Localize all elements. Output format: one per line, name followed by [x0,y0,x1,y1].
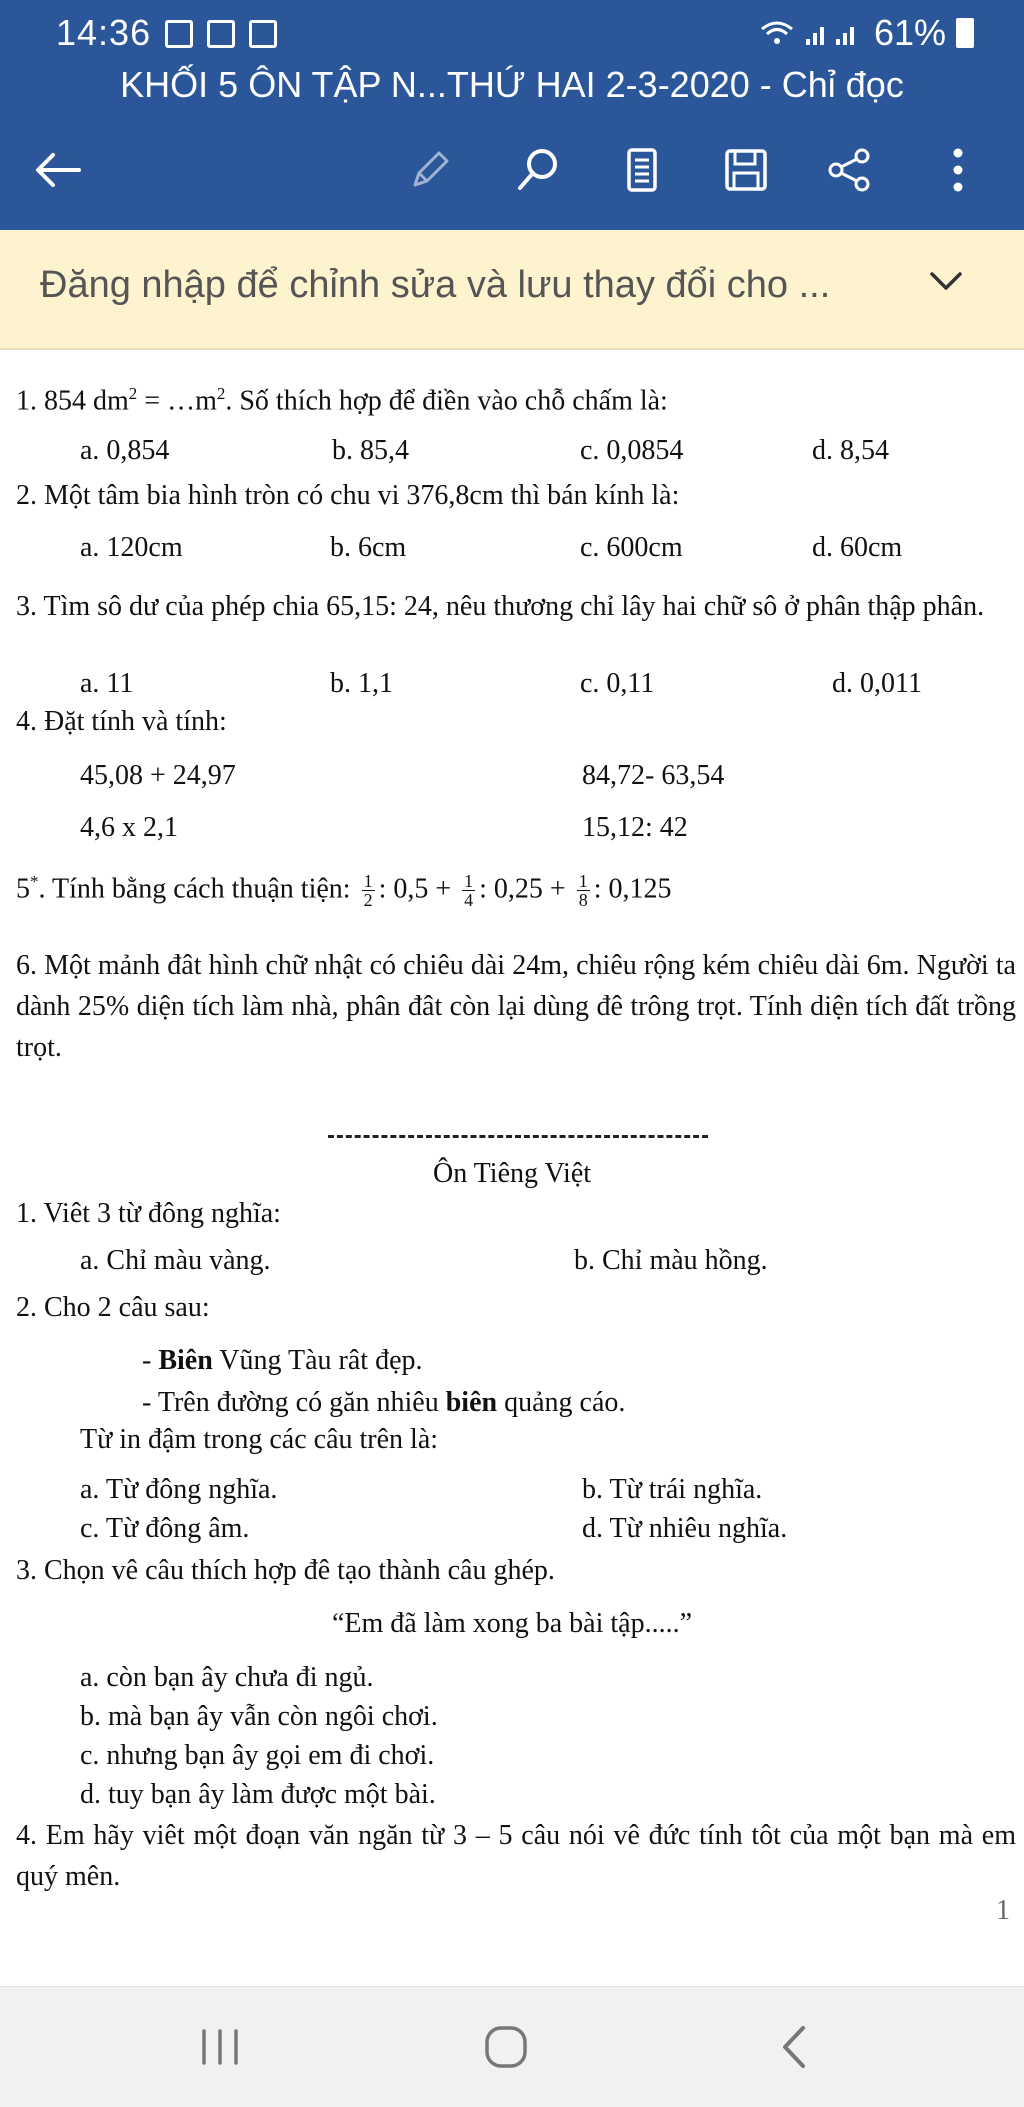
wifi-icon [760,19,794,47]
math-question-5: 5*. Tính bằng cách thuận tiện: $\frac{1}{2}$ : 0,5 + $\frac{1}{4}$ : 0,25 + $\frac{1}{8}$ : 0,125 [16,871,672,911]
option: c. 600cm [580,532,683,563]
viet-question-3: 3. Chọn vê câu thích hợp đê tạo thành câu ghép. [16,1555,555,1586]
math-question-3: 3. Tìm sô dư của phép chia 65,15: 24, nêu thương chỉ lây hai chữ sô ở phân thập phân. [16,591,985,622]
status-right [760,12,974,54]
search-icon [514,146,562,194]
calculation-item: 45,08 + 24,97 [80,760,236,791]
fraction: $\frac{1}{2}$ [363,871,373,911]
option: b. Từ trái nghĩa. [582,1474,763,1505]
signin-banner-text: Đăng nhập để chỉnh sửa và lưu thay đổi cho ... [40,264,831,306]
share-button[interactable] [820,140,880,200]
math-question-2: 2. Một tâm bia hình tròn có chu vi 376,8cm thì bán kính là: [16,480,680,511]
option: a. còn bạn ây chưa đi ngủ. [80,1662,374,1693]
edit-button[interactable] [400,140,460,200]
download-icon [207,20,235,48]
document-page [0,350,1024,1986]
option: a. 11 [80,668,134,699]
battery-icon [956,18,974,48]
option: a. Chỉ màu vàng. [80,1245,271,1276]
back-chevron-icon [779,2024,809,2070]
reading-view-button[interactable] [612,140,672,200]
viet-question-2: 2. Cho 2 câu sau: [16,1292,210,1323]
gallery-icon [165,20,193,48]
section-divider [328,1135,708,1138]
option: a. Từ đông nghĩa. [80,1474,278,1505]
more-options-button[interactable] [928,140,988,200]
option: b. 6cm [330,532,407,563]
document-title: KHỐI 5 ÔN TẬP N...THỨ HAI 2-3-2020 - Chỉ đọc [120,64,904,105]
home-button[interactable] [476,2017,536,2077]
math-question-1: 1. 854 $dm^2$ = $\dots m^2$. Số thích hợp để điền vào chỗ chấm là: [16,384,668,417]
chevron-down-icon[interactable] [928,270,964,294]
share-icon [826,146,874,194]
calculation-item: 15,12: 42 [582,812,688,843]
document-icon [625,146,659,194]
viet-question-4: 4. Em hãy viêt một đoạn văn ngăn từ 3 – 5 câu nói vê đức tính tôt của một bạn mà em quý mên. [16,1820,1016,1892]
save-button[interactable] [716,140,776,200]
option: c. nhưng bạn ây gọi em đi chơi. [80,1740,435,1771]
recent-apps-button[interactable] [190,2017,250,2077]
option: c. 0,0854 [580,435,684,466]
section-heading: Ôn Tiêng Việt [432,1158,592,1189]
save-icon [723,147,769,193]
option: d. 8,54 [812,435,889,466]
option: a. 0,854 [80,435,170,466]
example-sentence-1: - Biên Vũng Tàu rât đẹp. [142,1345,423,1376]
calculation-item: 84,72- 63,54 [582,760,725,791]
option: d. tuy bạn ây làm được một bài. [80,1779,436,1810]
more-vertical-icon [951,147,965,193]
status-bar [0,8,1024,58]
fraction: $\frac{1}{4}$ [464,871,474,911]
search-button[interactable] [508,140,568,200]
pencil-icon [407,147,453,193]
fraction: $\frac{1}{8}$ [578,871,588,911]
calculation-item: 4,6 x 2,1 [80,812,178,843]
signal-icon [804,19,864,47]
example-sentence-2: - Trên đường có găn nhiêu biên quảng cáo. [142,1387,626,1418]
viet-question-2-prompt: Từ in đậm trong các câu trên là: [80,1424,439,1455]
option: b. 1,1 [330,668,393,699]
viet-question-1: 1. Viêt 3 từ đông nghĩa: [16,1198,281,1229]
option: c. Từ đông âm. [80,1513,250,1544]
option: d. 0,011 [832,668,922,699]
recent-apps-icon [198,2027,242,2067]
system-back-button[interactable] [764,2017,824,2077]
option: d. 60cm [812,532,903,563]
app-header [0,0,1024,230]
battery-percent: 61% [873,12,946,53]
system-navigation-bar [0,1986,1024,2107]
page-number: 1 [996,1895,1010,1926]
notification-icons [165,20,277,48]
home-icon [483,2024,529,2070]
option: c. 0,11 [580,668,655,699]
signin-banner[interactable] [0,230,1024,350]
checkbox-icon [249,20,277,48]
quote: “Em đã làm xong ba bài tập.....” [332,1608,692,1639]
back-arrow-icon [33,150,83,190]
math-question-6: 6. Một mảnh đât hình chữ nhật có chiêu dài 24m, chiêu rộng kém chiêu dài 6m. Người ta dành 25% diện tích làm nhà, phân đât còn lại dùng đê trông trọt. Tính diện tích đất trồng trọt. [16,950,1016,1063]
option: a. 120cm [80,532,183,563]
back-button[interactable] [28,140,88,200]
math-question-4: 4. Đặt tính và tính: [16,706,227,737]
option: b. mà bạn ây vẫn còn ngôi chơi. [80,1701,438,1732]
toolbar [0,140,1024,200]
status-time: 14:36 [56,12,152,53]
option: d. Từ nhiêu nghĩa. [582,1513,788,1544]
option: b. Chỉ màu hồng. [574,1245,768,1276]
option: b. 85,4 [332,435,409,466]
